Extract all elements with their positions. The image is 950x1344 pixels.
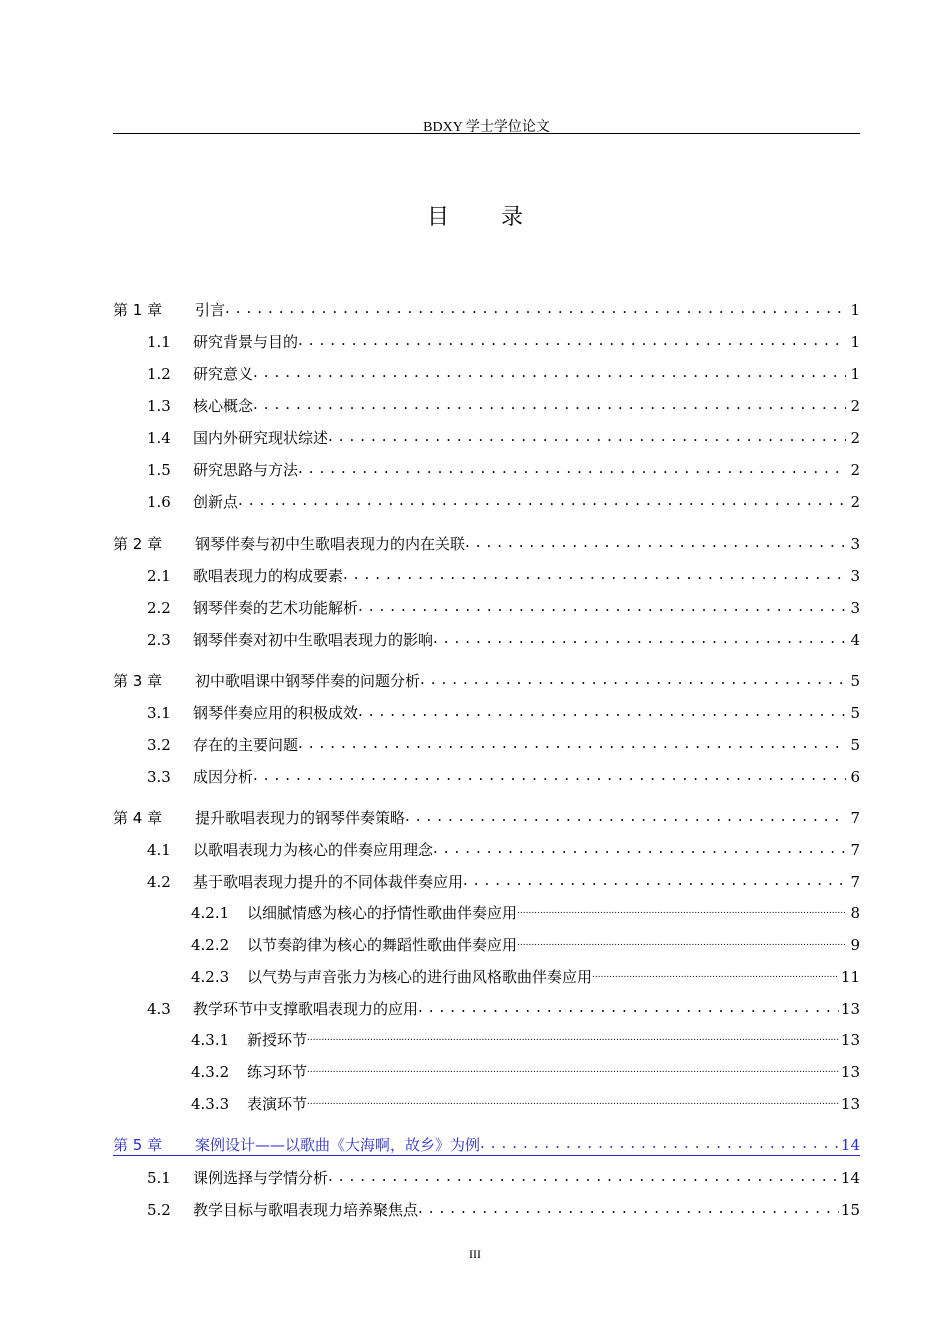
toc-entry-label <box>113 492 238 512</box>
toc-entry-label <box>113 1200 418 1220</box>
toc-entry-number: 4.3.2 <box>191 1063 230 1081</box>
toc-entry-title: 研究背景与目的 <box>193 333 299 351</box>
toc-entry[interactable] <box>113 594 860 618</box>
toc-entry-number: 1.6 <box>147 493 171 511</box>
toc-entry-title: 练习环节 <box>247 1063 308 1081</box>
toc-leader-dots <box>433 836 846 860</box>
toc-leader-dots <box>420 667 846 691</box>
toc-entry[interactable] <box>113 456 860 480</box>
toc-entry-number: 4.2 <box>147 873 171 891</box>
toc-leader-dots <box>418 995 839 1019</box>
toc-leader-dots <box>328 1164 839 1188</box>
toc-leader-dots <box>480 1132 839 1155</box>
toc-entry[interactable] <box>113 562 860 586</box>
toc-entry-number: 第 1 章 <box>113 301 163 319</box>
toc-entry[interactable] <box>113 836 860 860</box>
toc-entry[interactable] <box>113 296 860 320</box>
toc-entry-label <box>113 872 463 892</box>
toc-entry-label <box>113 396 253 416</box>
toc-leader-dots <box>298 731 846 755</box>
toc-leader-dots <box>465 530 846 554</box>
toc-entry-number: 4.3.1 <box>191 1031 230 1049</box>
toc-entry-number: 2.1 <box>147 567 171 585</box>
toc-leader-dots <box>307 1090 839 1114</box>
toc-entry-number: 1.2 <box>147 365 171 383</box>
toc-entry[interactable] <box>113 1164 860 1188</box>
toc-entry-number: 3.2 <box>147 736 171 754</box>
toc-leader-dots <box>592 963 839 987</box>
toc-entry-page: 2 <box>850 429 860 447</box>
toc-entry-label <box>113 300 225 320</box>
toc-entry-label <box>113 428 328 448</box>
toc-entry-title: 国内外研究现状综述 <box>193 429 329 447</box>
toc-entry[interactable] <box>113 1058 860 1082</box>
toc-leader-dots <box>343 562 846 586</box>
toc-entry-label <box>113 534 465 554</box>
toc-entry-page: 14 <box>840 1136 860 1154</box>
toc-entry-label <box>113 364 253 384</box>
toc-entry[interactable] <box>113 1026 860 1050</box>
toc-leader-dots <box>253 763 846 787</box>
toc-entry-page: 13 <box>840 1095 860 1113</box>
toc-entry-title: 案例设计——以歌曲《大海啊，故乡》为例 <box>195 1136 481 1154</box>
toc-entry-page: 2 <box>850 397 860 415</box>
toc-entry[interactable] <box>113 626 860 650</box>
toc-entry-page: 2 <box>850 493 860 511</box>
toc-entry-title: 教学环节中支撑歌唱表现力的应用 <box>193 1000 419 1018</box>
toc-entry-label <box>113 1062 307 1082</box>
toc-entry-number: 1.3 <box>147 397 171 415</box>
toc-entry[interactable] <box>113 392 860 416</box>
toc-entry-title: 新授环节 <box>247 1031 308 1049</box>
page-number: III <box>469 1247 481 1261</box>
toc-entry-page: 6 <box>850 768 860 786</box>
toc-entry-number: 第 5 章 <box>113 1136 163 1154</box>
toc-leader-dots <box>307 1026 839 1050</box>
toc-entry-number: 3.1 <box>147 704 171 722</box>
toc-entry-page: 5 <box>850 672 860 690</box>
toc-entry-title: 引言 <box>195 301 226 319</box>
toc-entry-label <box>113 1030 307 1050</box>
toc-entry-number: 第 4 章 <box>113 809 163 827</box>
toc-entry-page: 1 <box>850 365 860 383</box>
toc-entry-number: 4.3.3 <box>191 1095 230 1113</box>
toc-leader-dots <box>517 899 846 923</box>
toc-entry[interactable] <box>113 731 860 755</box>
toc-entry-title: 研究思路与方法 <box>193 461 299 479</box>
toc-entry[interactable] <box>113 1132 860 1156</box>
toc-leader-dots <box>225 296 846 320</box>
toc-entry[interactable] <box>113 424 860 448</box>
toc-entry[interactable] <box>113 963 860 987</box>
toc-entry-label <box>113 1094 307 1114</box>
toc-entry-label <box>113 598 358 618</box>
toc-entry-title: 表演环节 <box>247 1095 308 1113</box>
running-header: BDXY 学士学位论文 <box>423 120 550 135</box>
toc-entry-label <box>113 630 433 650</box>
toc-entry-page: 7 <box>850 873 860 891</box>
toc-entry-title: 钢琴伴奏的艺术功能解析 <box>193 599 359 617</box>
toc-entry-page: 3 <box>850 567 860 585</box>
toc-entry-title: 以节奏韵律为核心的舞蹈性歌曲伴奏应用 <box>247 936 518 954</box>
toc-leader-dots <box>358 699 846 723</box>
toc-entry[interactable] <box>113 328 860 352</box>
toc-entry-label <box>113 1168 328 1188</box>
toc-entry-number: 2.2 <box>147 599 171 617</box>
toc-entry[interactable] <box>113 931 860 955</box>
toc-entry-page: 1 <box>850 301 860 319</box>
toc-entry-title: 创新点 <box>193 493 239 511</box>
toc-entry-page: 15 <box>840 1201 860 1219</box>
toc-leader-dots <box>238 488 846 512</box>
toc-entry-page: 3 <box>850 535 860 553</box>
toc-entry-number: 1.5 <box>147 461 171 479</box>
toc-entry-number: 1.4 <box>147 429 171 447</box>
toc-entry-number: 5.2 <box>147 1201 171 1219</box>
toc-entry-page: 1 <box>850 333 860 351</box>
toc-entry-number: 第 3 章 <box>113 672 163 690</box>
toc-leader-dots <box>358 594 846 618</box>
toc-leader-dots <box>253 392 846 416</box>
toc-entry[interactable] <box>113 763 860 787</box>
toc-entry-title: 以气势与声音张力为核心的进行曲风格歌曲伴奏应用 <box>247 968 593 986</box>
toc-leader-dots <box>418 1196 839 1220</box>
toc-entry[interactable] <box>113 667 860 691</box>
toc-entry-title: 钢琴伴奏应用的积极成效 <box>193 704 359 722</box>
toc-leader-dots <box>433 626 846 650</box>
toc-entry-label <box>113 840 433 860</box>
toc-entry-page: 2 <box>850 461 860 479</box>
toc-entry[interactable] <box>113 804 860 828</box>
toc-entry-page: 8 <box>850 904 860 922</box>
toc-entry-number: 4.3 <box>147 1000 171 1018</box>
toc-entry-label <box>113 671 420 691</box>
toc-entry-number: 4.2.1 <box>191 904 230 922</box>
toc-entry-title: 钢琴伴奏对初中生歌唱表现力的影响 <box>193 631 434 649</box>
toc-entry-label <box>113 935 517 955</box>
toc-entry[interactable] <box>113 1090 860 1114</box>
toc-entry[interactable] <box>113 1196 860 1220</box>
toc-entry-title: 歌唱表现力的构成要素 <box>193 567 344 585</box>
toc-entry-title: 钢琴伴奏与初中生歌唱表现力的内在关联 <box>195 535 466 553</box>
toc-entry-label <box>113 460 298 480</box>
toc-entry-page: 4 <box>850 631 860 649</box>
toc-entry[interactable] <box>113 868 860 892</box>
toc-entry-number: 3.3 <box>147 768 171 786</box>
toc-entry-title: 核心概念 <box>193 397 254 415</box>
toc-entry-number: 2.3 <box>147 631 171 649</box>
toc-entry-title: 基于歌唱表现力提升的不同体裁伴奏应用 <box>193 873 464 891</box>
toc-entry-title: 存在的主要问题 <box>193 736 299 754</box>
toc-entry-page: 5 <box>850 704 860 722</box>
toc-leader-dots <box>298 456 846 480</box>
toc-entry-number: 4.2.3 <box>191 968 230 986</box>
page-title: 目录 <box>426 205 575 230</box>
toc-entry[interactable] <box>113 530 860 554</box>
toc-leader-dots <box>298 328 846 352</box>
toc-entry-page: 14 <box>840 1169 860 1187</box>
toc-entry-title: 提升歌唱表现力的钢琴伴奏策略 <box>195 809 406 827</box>
header-rule <box>113 133 860 134</box>
toc-entry-label <box>113 703 358 723</box>
toc-entry-page: 13 <box>840 1031 860 1049</box>
toc-entry-label <box>113 967 592 987</box>
toc-entry-page: 13 <box>840 1063 860 1081</box>
toc-entry-title: 初中歌唱课中钢琴伴奏的问题分析 <box>195 672 421 690</box>
toc-leader-dots <box>463 868 846 892</box>
toc-entry-label <box>113 999 418 1019</box>
toc-entry-label <box>113 332 298 352</box>
toc-leader-dots <box>253 360 846 384</box>
toc-entry-label <box>113 1135 480 1155</box>
toc-leader-dots <box>307 1058 839 1082</box>
toc-entry-number: 第 2 章 <box>113 535 163 553</box>
toc-entry-title: 教学目标与歌唱表现力培养聚焦点 <box>193 1201 419 1219</box>
toc-leader-dots <box>328 424 846 448</box>
toc-entry-title: 成因分析 <box>193 768 254 786</box>
toc-entry[interactable] <box>113 488 860 512</box>
toc-entry[interactable] <box>113 995 860 1019</box>
toc-entry-title: 研究意义 <box>193 365 254 383</box>
toc-entry[interactable] <box>113 360 860 384</box>
toc-entry-title: 以歌唱表现力为核心的伴奏应用理念 <box>193 841 434 859</box>
toc-entry-label <box>113 566 343 586</box>
toc-entry-page: 7 <box>850 841 860 859</box>
toc-entry-title: 课例选择与学情分析 <box>193 1169 329 1187</box>
toc-entry-page: 13 <box>840 1000 860 1018</box>
toc-entry[interactable] <box>113 899 860 923</box>
toc-entry-page: 9 <box>850 936 860 954</box>
toc-entry[interactable] <box>113 699 860 723</box>
toc-entry-label <box>113 735 298 755</box>
toc-entry-number: 5.1 <box>147 1169 171 1187</box>
toc-entry-number: 4.1 <box>147 841 171 859</box>
toc-entry-number: 1.1 <box>147 333 171 351</box>
toc-leader-dots <box>405 804 846 828</box>
toc-entry-label <box>113 767 253 787</box>
toc-entry-page: 11 <box>840 968 860 986</box>
toc-entry-page: 7 <box>850 809 860 827</box>
toc-entry-page: 5 <box>850 736 860 754</box>
toc-leader-dots <box>517 931 846 955</box>
toc-entry-page: 3 <box>850 599 860 617</box>
toc-entry-title: 以细腻情感为核心的抒情性歌曲伴奏应用 <box>247 904 518 922</box>
toc-entry-label <box>113 903 517 923</box>
toc-entry-number: 4.2.2 <box>191 936 230 954</box>
toc-entry-label <box>113 808 405 828</box>
